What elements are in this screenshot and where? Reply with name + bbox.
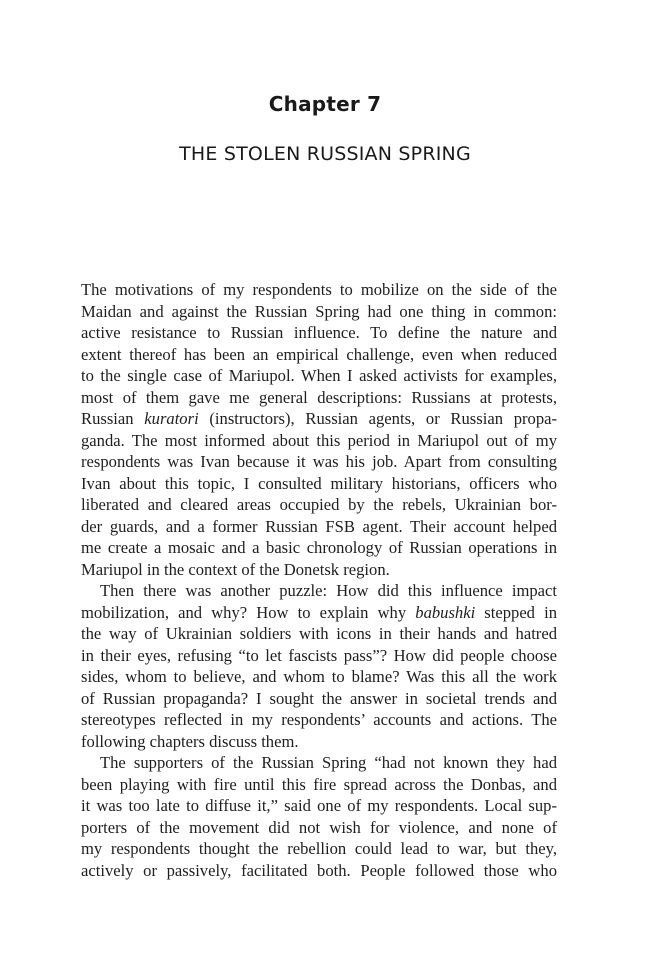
- paragraph: [81, 279, 557, 580]
- text-line: most of them gave me general descriptions: Russians at protests,: [81, 387, 557, 407]
- text-line: the way of Ukrainian soldiers with icons in their hands and hatred: [81, 624, 557, 643]
- chapter-title: THE STOLEN RUSSIAN SPRING: [179, 143, 471, 165]
- text-line: mobilization, and why? How to explain why babushki stepped in: [81, 602, 557, 622]
- text-line: active resistance to Russian influence. To define the nature and: [81, 323, 557, 342]
- text-line: it was too late to diffuse it,” said one of my respondents. Local sup-: [81, 796, 557, 815]
- text-line: Russian kuratori (instructors), Russian agents, or Russian propa-: [81, 409, 558, 428]
- chapter-body-text: [81, 279, 557, 881]
- text-line: The motivations of my respondents to mobilize on the side of the: [81, 280, 557, 299]
- text-line: of Russian propaganda? I sought the answer in societal trends and: [81, 688, 557, 708]
- text-line: der guards, and a former Russian FSB agent. Their account helped: [81, 516, 557, 536]
- text-line: respondents was Ivan because it was his job. Apart from consulting: [81, 452, 557, 471]
- text-line: ganda. The most informed about this period in Mariupol out of my: [81, 430, 557, 450]
- text-line: The supporters of the Russian Spring “had not known they had: [100, 753, 557, 772]
- italic-term: kuratori: [144, 409, 199, 428]
- paragraph: [81, 752, 557, 881]
- italic-term: babushki: [415, 602, 476, 622]
- text-line: stereotypes reflected in my respondents’ accounts and actions. The: [81, 710, 557, 729]
- text-line: Mariupol in the context of the Donetsk region.: [81, 559, 390, 579]
- text-line: liberated and cleared areas occupied by the rebels, Ukrainian bor-: [81, 495, 557, 514]
- text-line: porters of the movement did not wish for violence, and none of: [81, 817, 557, 837]
- text-line: to the single case of Mariupol. When I asked activists for examples,: [81, 366, 557, 385]
- text-line: Ivan about this topic, I consulted military historians, officers who: [81, 473, 557, 493]
- text-line: me create a mosaic and a basic chronology of Russian operations in: [81, 538, 557, 557]
- text-line: my respondents thought the rebellion could lead to war, but they,: [81, 839, 557, 858]
- text-line: in their eyes, refusing “to let fascists pass”? How did people choose: [81, 645, 557, 665]
- text-line: extent thereof has been an empirical challenge, even when reduced: [81, 344, 557, 364]
- text-line: Then there was another puzzle: How did this influence impact: [100, 581, 557, 600]
- paragraph: [81, 580, 557, 752]
- chapter-label: Chapter 7: [268, 92, 382, 116]
- text-line: actively or passively, facilitated both. People followed those who: [81, 860, 557, 880]
- text-line: been playing with fire until this fire spread across the Donbas, and: [81, 774, 557, 794]
- text-line: Maidan and against the Russian Spring had one thing in common:: [81, 301, 557, 321]
- text-line: sides, whom to believe, and whom to blame? Was this all the work: [81, 667, 557, 686]
- text-line: following chapters discuss them.: [81, 731, 299, 751]
